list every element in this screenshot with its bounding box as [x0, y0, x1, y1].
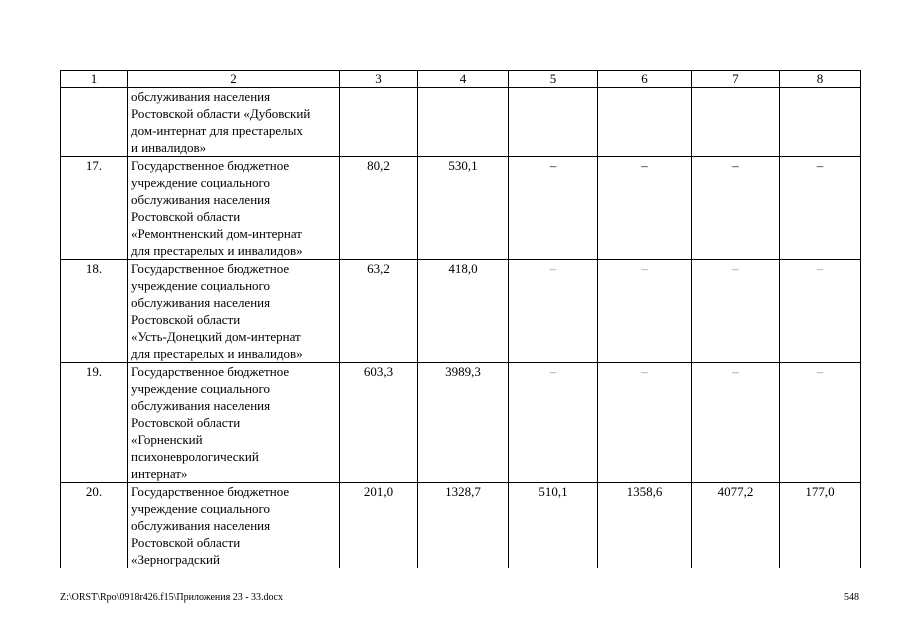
cell-name: обслуживания населения Ростовской области «Дубовский дом-интернат для престарелых и инвалидов» — [128, 88, 340, 157]
header-cell-3: 3 — [340, 71, 418, 88]
table-row — [61, 363, 861, 483]
cell-7: 4077,2 — [692, 483, 780, 569]
cell-6: – — [598, 260, 692, 363]
header-cell-4: 4 — [418, 71, 509, 88]
page-number: 548 — [844, 592, 859, 603]
header-cell-5: 5 — [509, 71, 598, 88]
cell-3: 63,2 — [340, 260, 418, 363]
cell-num: 19. — [61, 363, 128, 483]
header-row — [61, 71, 861, 88]
cell-6: – — [598, 157, 692, 260]
cell-name: Государственное бюджетное учреждение социального обслуживания населения Ростовской области «Ремонтненский дом-интернат для престарелых и инвалидов» — [128, 157, 340, 260]
cell-8: – — [780, 363, 861, 483]
table-row — [61, 483, 861, 569]
cell-4: 3989,3 — [418, 363, 509, 483]
cell-8: – — [780, 157, 861, 260]
cell-5: – — [509, 363, 598, 483]
cell-5 — [509, 88, 598, 157]
cell-5: – — [509, 260, 598, 363]
cell-4 — [418, 88, 509, 157]
cell-8: 177,0 — [780, 483, 861, 569]
cell-3: 201,0 — [340, 483, 418, 569]
cell-num: 20. — [61, 483, 128, 569]
cell-5: – — [509, 157, 598, 260]
cell-4: 418,0 — [418, 260, 509, 363]
cell-3: 603,3 — [340, 363, 418, 483]
cell-4: 1328,7 — [418, 483, 509, 569]
cell-name: Государственное бюджетное учреждение социального обслуживания населения Ростовской области «Зерноградский — [128, 483, 340, 569]
cell-name: Государственное бюджетное учреждение социального обслуживания населения Ростовской области «Горненский психоневрологический интернат» — [128, 363, 340, 483]
cell-5: 510,1 — [509, 483, 598, 569]
data-table — [60, 70, 861, 568]
cell-7: – — [692, 157, 780, 260]
header-cell-1: 1 — [61, 71, 128, 88]
cell-name: Государственное бюджетное учреждение социального обслуживания населения Ростовской области «Усть-Донецкий дом-интернат для престарелых и инвалидов» — [128, 260, 340, 363]
header-cell-8: 8 — [780, 71, 861, 88]
cell-4: 530,1 — [418, 157, 509, 260]
cell-3: 80,2 — [340, 157, 418, 260]
header-cell-6: 6 — [598, 71, 692, 88]
header-cell-7: 7 — [692, 71, 780, 88]
footer-file-path: Z:\ORST\Rpo\0918r426.f15\Приложения 23 - 33.docx — [60, 592, 283, 603]
header-cell-2: 2 — [128, 71, 340, 88]
cell-num: 17. — [61, 157, 128, 260]
cell-num: 18. — [61, 260, 128, 363]
table-row-continuation — [61, 88, 861, 157]
cell-7 — [692, 88, 780, 157]
cell-8: – — [780, 260, 861, 363]
cell-8 — [780, 88, 861, 157]
table-row — [61, 260, 861, 363]
cell-6 — [598, 88, 692, 157]
cell-6: – — [598, 363, 692, 483]
cell-7: – — [692, 363, 780, 483]
cell-3 — [340, 88, 418, 157]
cell-7: – — [692, 260, 780, 363]
cell-6: 1358,6 — [598, 483, 692, 569]
table-row — [61, 157, 861, 260]
cell-num — [61, 88, 128, 157]
